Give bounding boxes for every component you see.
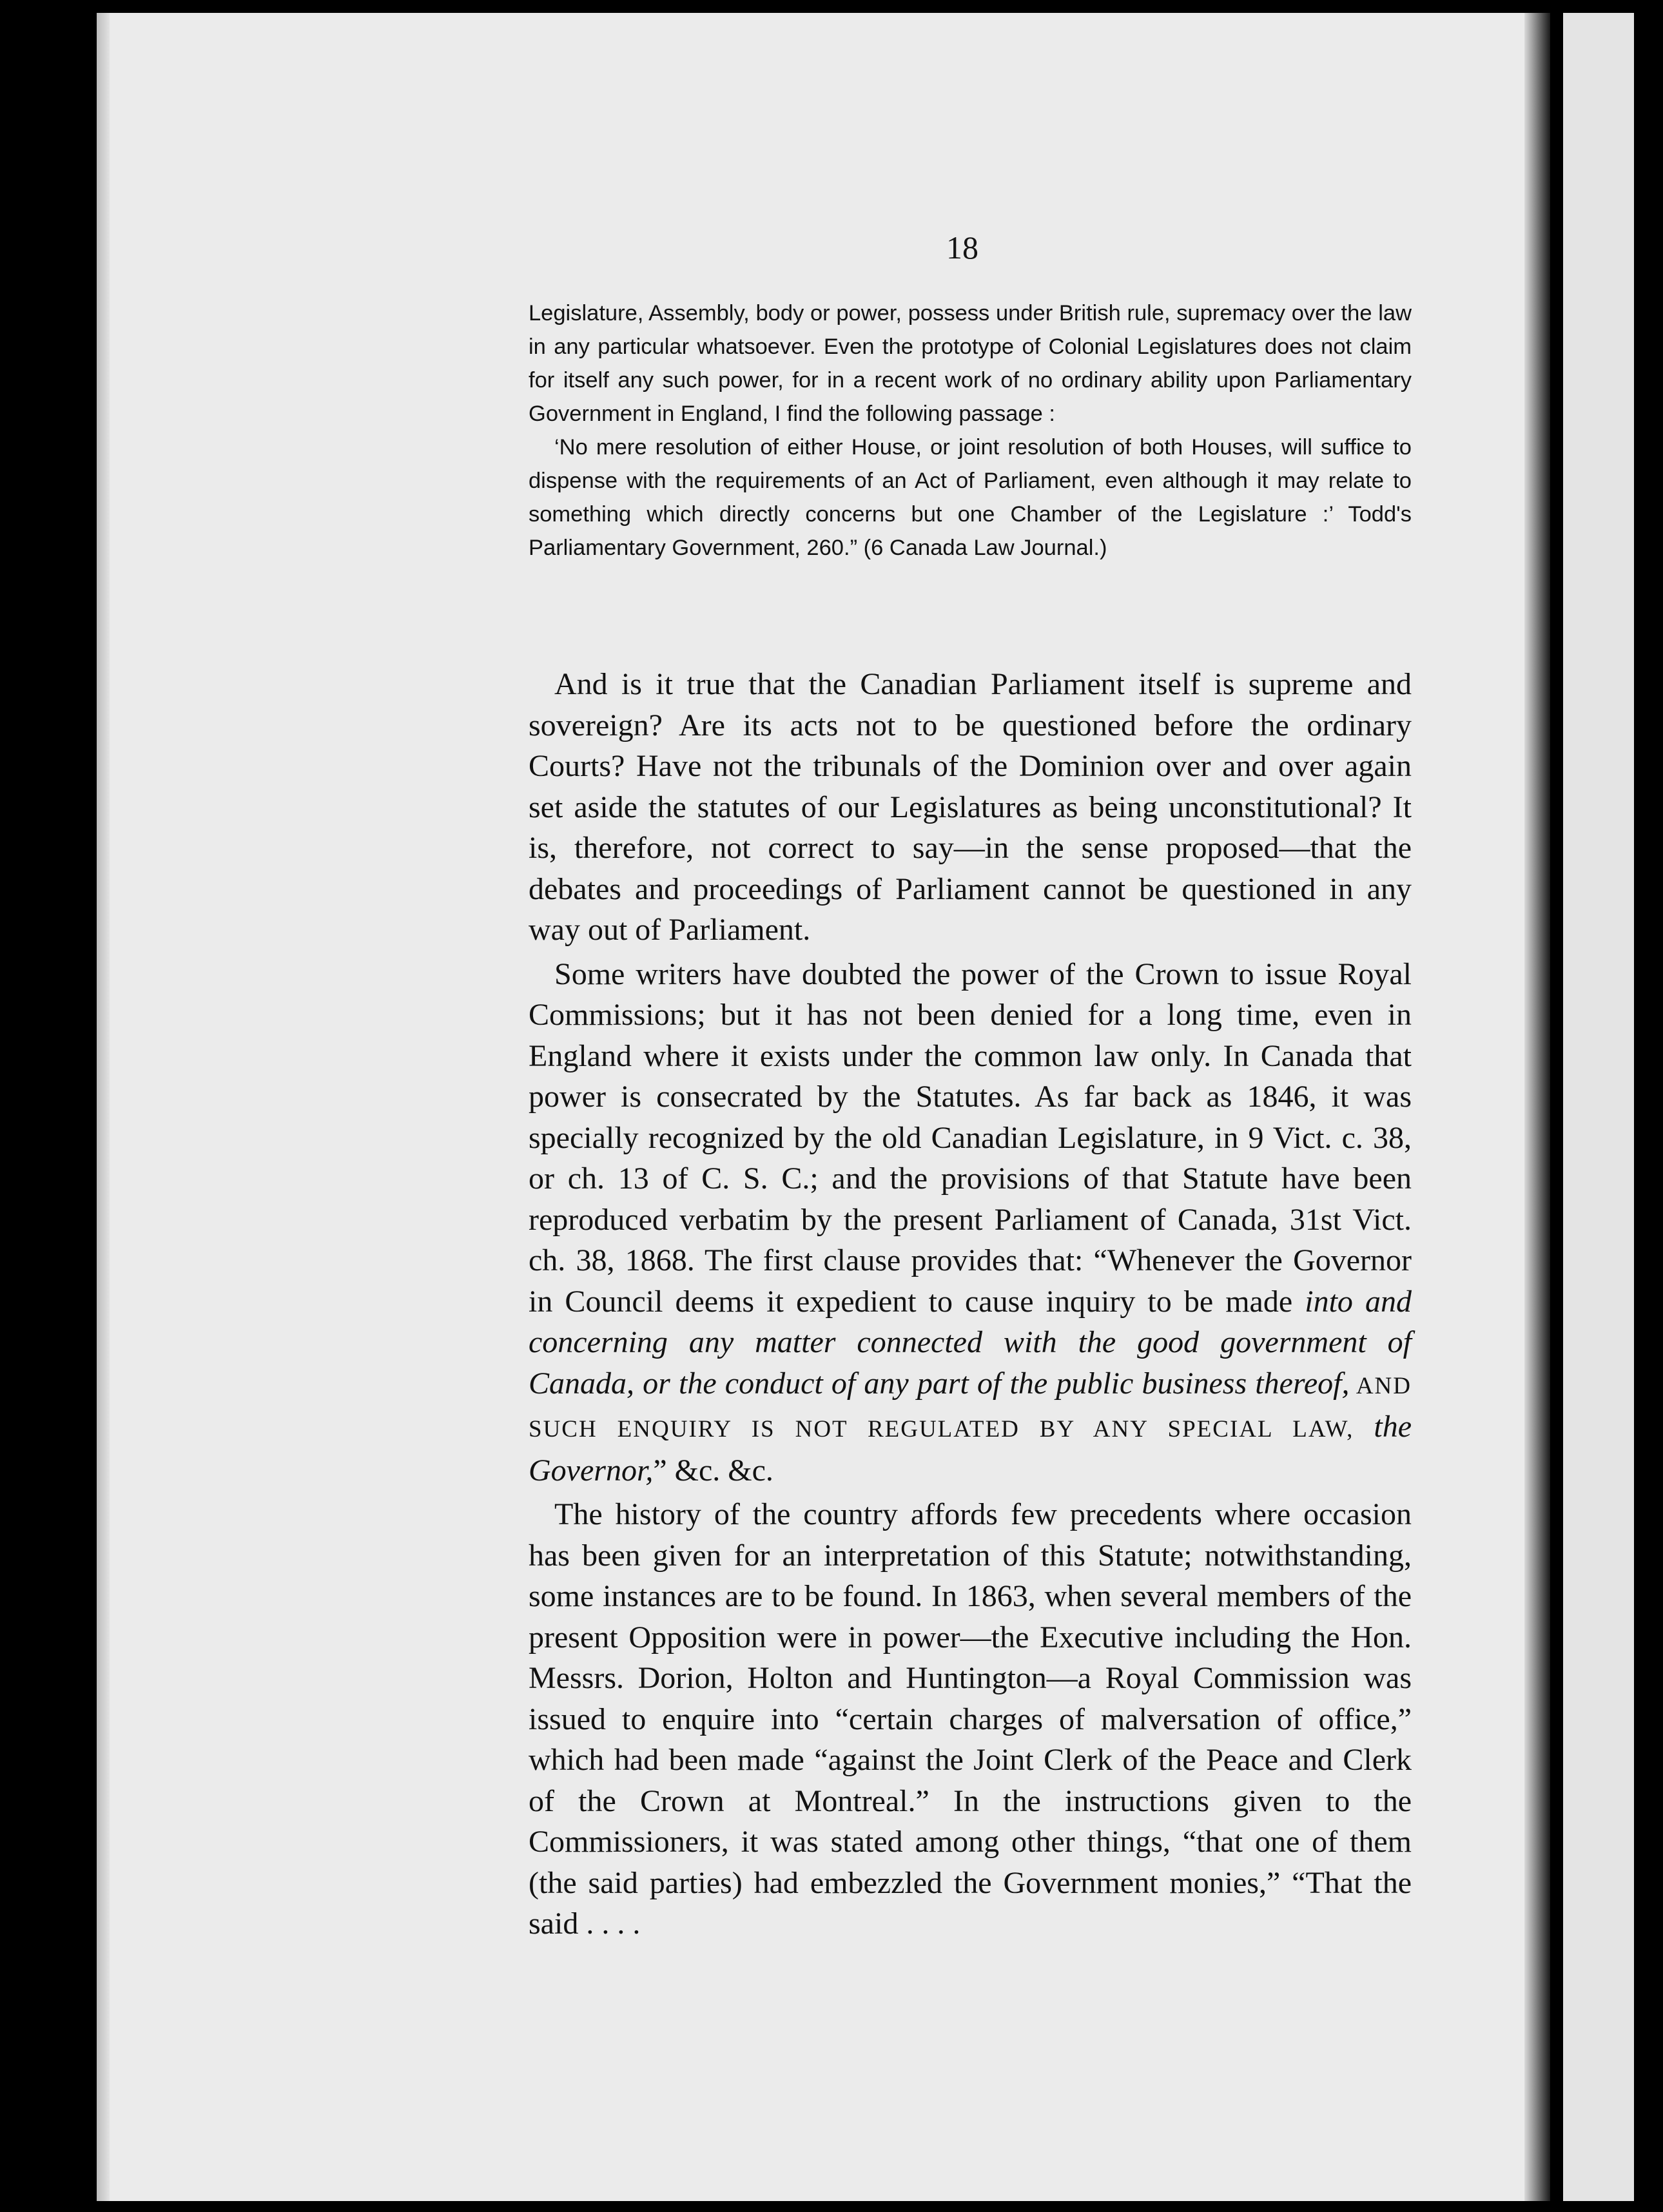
body-paragraph <box>529 954 1412 1491</box>
book-spine-shadow <box>1524 13 1550 2201</box>
italic-text-run: into and concerning any matter connected with the good government of Canada, or the conduct of any part of the public business thereof, <box>529 1284 1412 1401</box>
text-run: ” &c. &c. <box>653 1453 773 1488</box>
body-text <box>529 664 1412 1948</box>
book-page <box>97 13 1550 2201</box>
italic-text-run: the Governor, <box>529 1410 1412 1488</box>
quoted-block <box>529 296 1412 565</box>
page-number: 18 <box>946 229 978 266</box>
body-paragraph: The history of the country affords few precedents where occasion has been given for an interpretation of this Statute; notwithstanding, some instances are to be found. In 1863, when several members of the present Opposition were in power—the Executive including the Hon. Messrs. Dorion, Holton and Huntington—a Royal Commission was issued to enquire into “certain charges of malversation of office,” which had been made “against the Joint Clerk of the Peace and Clerk of the Crown at Montreal.” In the instructions given to the Commissioners, it was stated among other things, “that one of them (the said parties) had embezzled the Government monies,” “That the said . . . . <box>529 1497 1412 1941</box>
body-paragraph: And is it true that the Canadian Parliament itself is supreme and sovereign? Are its acts not to be questioned before the ordinary Courts? Have not the tribunals of the Dominion over and over again set aside the statutes of our Legislatures as being unconstitutional? It is, therefore, not correct to say—in the sense proposed—that the debates and proceedings of Parliament cannot be questioned in any way out of Parliament. <box>529 667 1412 947</box>
quoted-paragraph: ‘No mere resolution of either House, or joint resolution of both Houses, will suffice to dispense with the requirements of an Act of Parliament, even although it may relate to something which directly concerns but one Chamber of the Legislature :’ Todd's Parliamentary Government, 260.” (6 Canada Law Journal.) <box>529 435 1412 560</box>
text-run: Some writers have doubted the power of the Crown to issue Royal Commissions; but it has not been denied for a long time, even in England where it exists under the common law only. In Canada that power is consecrated by the Statutes. As far back as 1846, it was specially recognized by the old Canadian Legislature, in 9 Vict. c. 38, or ch. 13 of C. S. C.; and the provisions of that Statute have been reproduced verbatim by the present Parliament of Canada, 31st Vict. ch. 38, 1868. The first clause provides that: “Whenever the Governor in Council deems it expedient to cause inquiry to be made <box>529 956 1412 1319</box>
facing-page-edge <box>1563 13 1634 2201</box>
page-edge <box>97 13 110 2201</box>
quoted-paragraph: Legislature, Assembly, body or power, possess under British rule, supremacy over the law in any particular whatsoever. Even the prototype of Colonial Legislatures does not claim for itself any such power, for in a recent work of no ordinary ability upon Parliamentary Government in England, I find the following passage : <box>529 301 1412 426</box>
smallcaps-text-run: AND SUCH ENQUIRY IS NOT REGULATED BY ANY SPECIAL LAW, <box>529 1372 1412 1442</box>
